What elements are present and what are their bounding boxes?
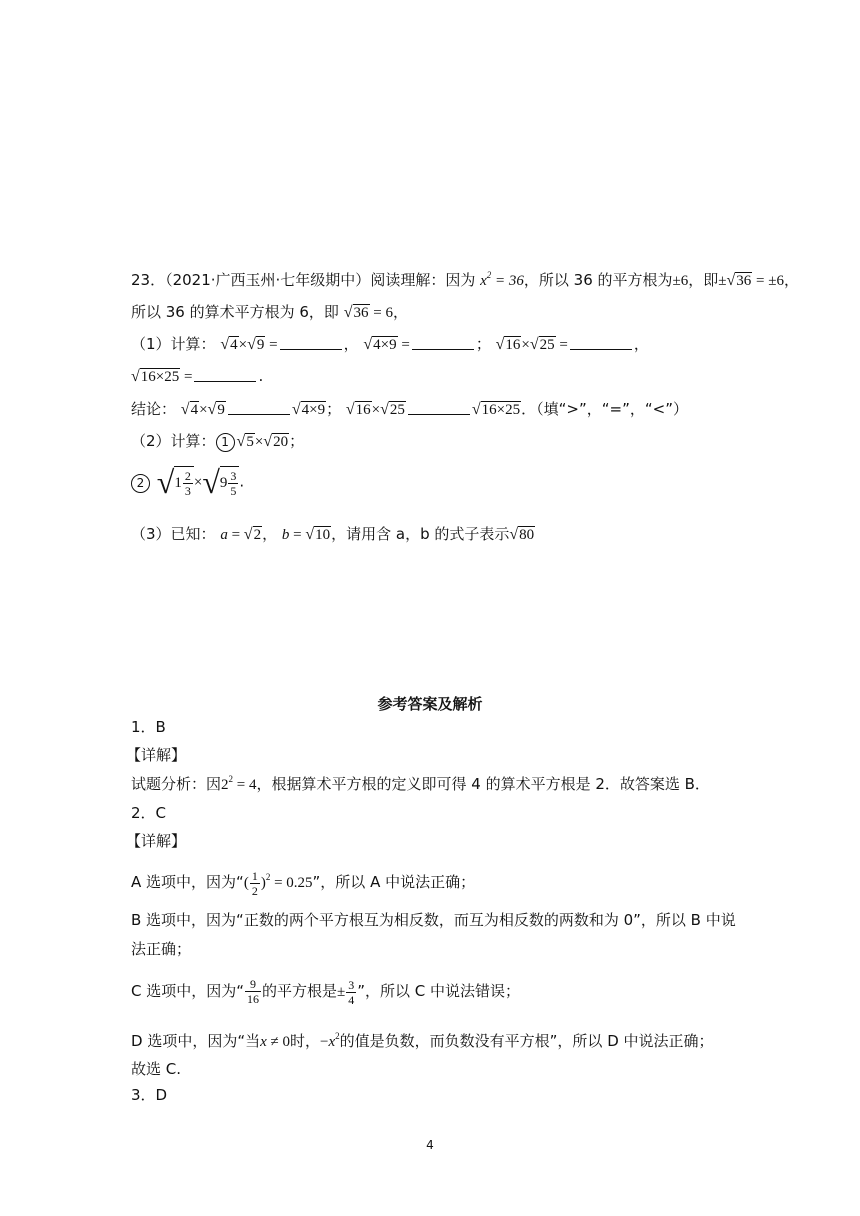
conc-expr4: √16×25 [471,401,521,418]
p3-text: ，请用含 a，b 的式子表示 [331,525,510,543]
q23-intro-b: ，所以 36 的平方根为 [523,271,673,289]
answer2-option-b-line2: 法正确； [131,940,192,958]
q23-line2-end: ， [392,303,408,321]
q23-conclusion: 结论： √4×√9 √4×9； √16×√25 √16×25．（填“>”，“=”，“<”） [131,400,688,418]
answer2-conclusion: 故选 C. [131,1060,182,1078]
page-number: 4 [426,1138,434,1152]
q23-source: （2021·广西玉州·七年级期中） [165,271,371,289]
q23-line2 [131,301,408,324]
q23-line2-text: 所以 36 的算术平方根为 6，即 [131,303,339,321]
q23-number: 23． [131,271,166,289]
answers-heading: 参考答案及解析 [377,695,483,713]
q23-sqrt36: √36 = 6 [343,304,393,321]
a1-expr: $2^2 = 4$ [221,774,257,793]
circled-two-icon: 2 [131,474,150,493]
p3-target: √80 [509,526,535,543]
q23-intro-a: 阅读理解：因为 [370,271,476,289]
q23-line1: 23．（2021·广西玉州·七年级期中）阅读理解：因为 $x^2 = 36$，所以 36 的平方根为±6，即±√36 = ±6， [131,270,800,289]
a2-D-text-b: 时， [290,1032,321,1050]
answer-blank[interactable] [280,335,342,350]
p2-expr2-second-root: √9 $\frac{3}{5}$ [202,466,239,498]
answer2-detail-label: 【详解】 [126,832,187,850]
a1-text-b: ，根据算术平方根的定义即可得 4 的算术平方根是 2．故答案选 B． [256,775,710,793]
compare-blank[interactable] [228,400,290,415]
answer2-option-b-line1: B 选项中，因为“正数的两个平方根互为相反数，而互为相反数的两数和为 0”，所以 B 中说 [131,911,736,929]
q23-part2-line2: 2 √1 $\frac{2}{3}$ ×√9 $\frac{3}{5}$ . [131,466,244,498]
part1-label: （1）计算： [131,335,216,353]
q23-part2-line1: （2）计算： 1 √5×√20； [131,432,305,450]
a1-text-a: 试题分析：因 [131,775,222,793]
answer-blank[interactable] [570,335,632,350]
compare-blank[interactable] [408,400,470,415]
a2-A-expr: ( $\frac{1}{2}$ )$^2$ = 0.25 [243,869,313,898]
answer1-detail-label: 【详解】 [126,746,187,764]
a2-D-text-a: D 选项中，因为“当 [131,1032,261,1050]
q23-pm-sqrt36: ±√36 = ±6 [718,272,784,289]
a2-C-text-c: ”，所以 C 中说法错误； [357,982,521,1000]
a2-A-text-b: ”，所以 A 中说法正确； [312,872,476,891]
answer2-option-a [131,869,475,898]
p1-expr1: √4×√9 = [220,336,278,353]
a2-A-text-a: A 选项中，因为“ [131,872,244,891]
p1-expr2: √4×9 = [363,336,410,353]
answer3-number: 3．D [131,1086,168,1104]
a2-C-expr: ± $\frac{3}{4}$ [337,978,355,1008]
a2-C-text-b: 的平方根是 [262,982,338,1000]
p3-b-def: b = √10 [281,526,331,543]
p2-expr2-first-root: √1 $\frac{2}{3}$ [157,466,194,498]
q23-part3: （3）已知： a = √2， b = √10，请用含 a，b 的式子表示√80 [131,525,535,543]
answer2-option-d [131,1030,714,1053]
conclusion-label: 结论： [131,400,177,418]
p2-expr1: √5×√20 [236,433,289,450]
circled-one-icon: 1 [216,433,235,452]
answer2-number: 2．C [131,804,167,822]
q23-part1-line1: （1）计算： √4×√9 = ， √4×9 = ； √16×√25 = ， [131,335,649,353]
a2-C-frac: $\frac{9}{16}$ [247,977,260,1006]
answer1-number: 1．B [131,718,166,736]
answer-blank[interactable] [412,335,474,350]
a2-D-text-c: 的值是负数，而负数没有平方根”，所以 D 中说法正确； [339,1032,714,1050]
a2-D-expr: $-x^2$ [320,1031,340,1050]
conc-expr1: √4×√9 [180,401,225,418]
q23-intro-c: ，即 [688,271,719,289]
answer1-text [131,773,710,796]
a2-C-text-a: C 选项中，因为“ [131,982,245,1000]
answer2-option-c [131,977,520,1007]
conclusion-hint: ．（填“>”，“=”，“<”） [521,400,688,418]
a2-D-cond: x ≠ 0 [260,1034,290,1050]
q23-part1-line2: √16×25 = . [131,367,264,385]
q23-pm6: ±6 [672,273,689,289]
answer-blank[interactable] [194,367,256,382]
part3-label: （3）已知： [131,525,216,543]
conc-expr3: √16×√25 [345,401,405,418]
p1-expr3: √16×√25 = [495,336,568,353]
p1-expr4: √16×25 = [131,368,193,385]
q23-x-squared: $x^2 = 36$ [480,270,524,289]
conc-expr2: √4×9 [291,401,326,418]
part2-label: （2）计算： [131,432,216,450]
p3-a-def: a = √2 [220,526,262,543]
